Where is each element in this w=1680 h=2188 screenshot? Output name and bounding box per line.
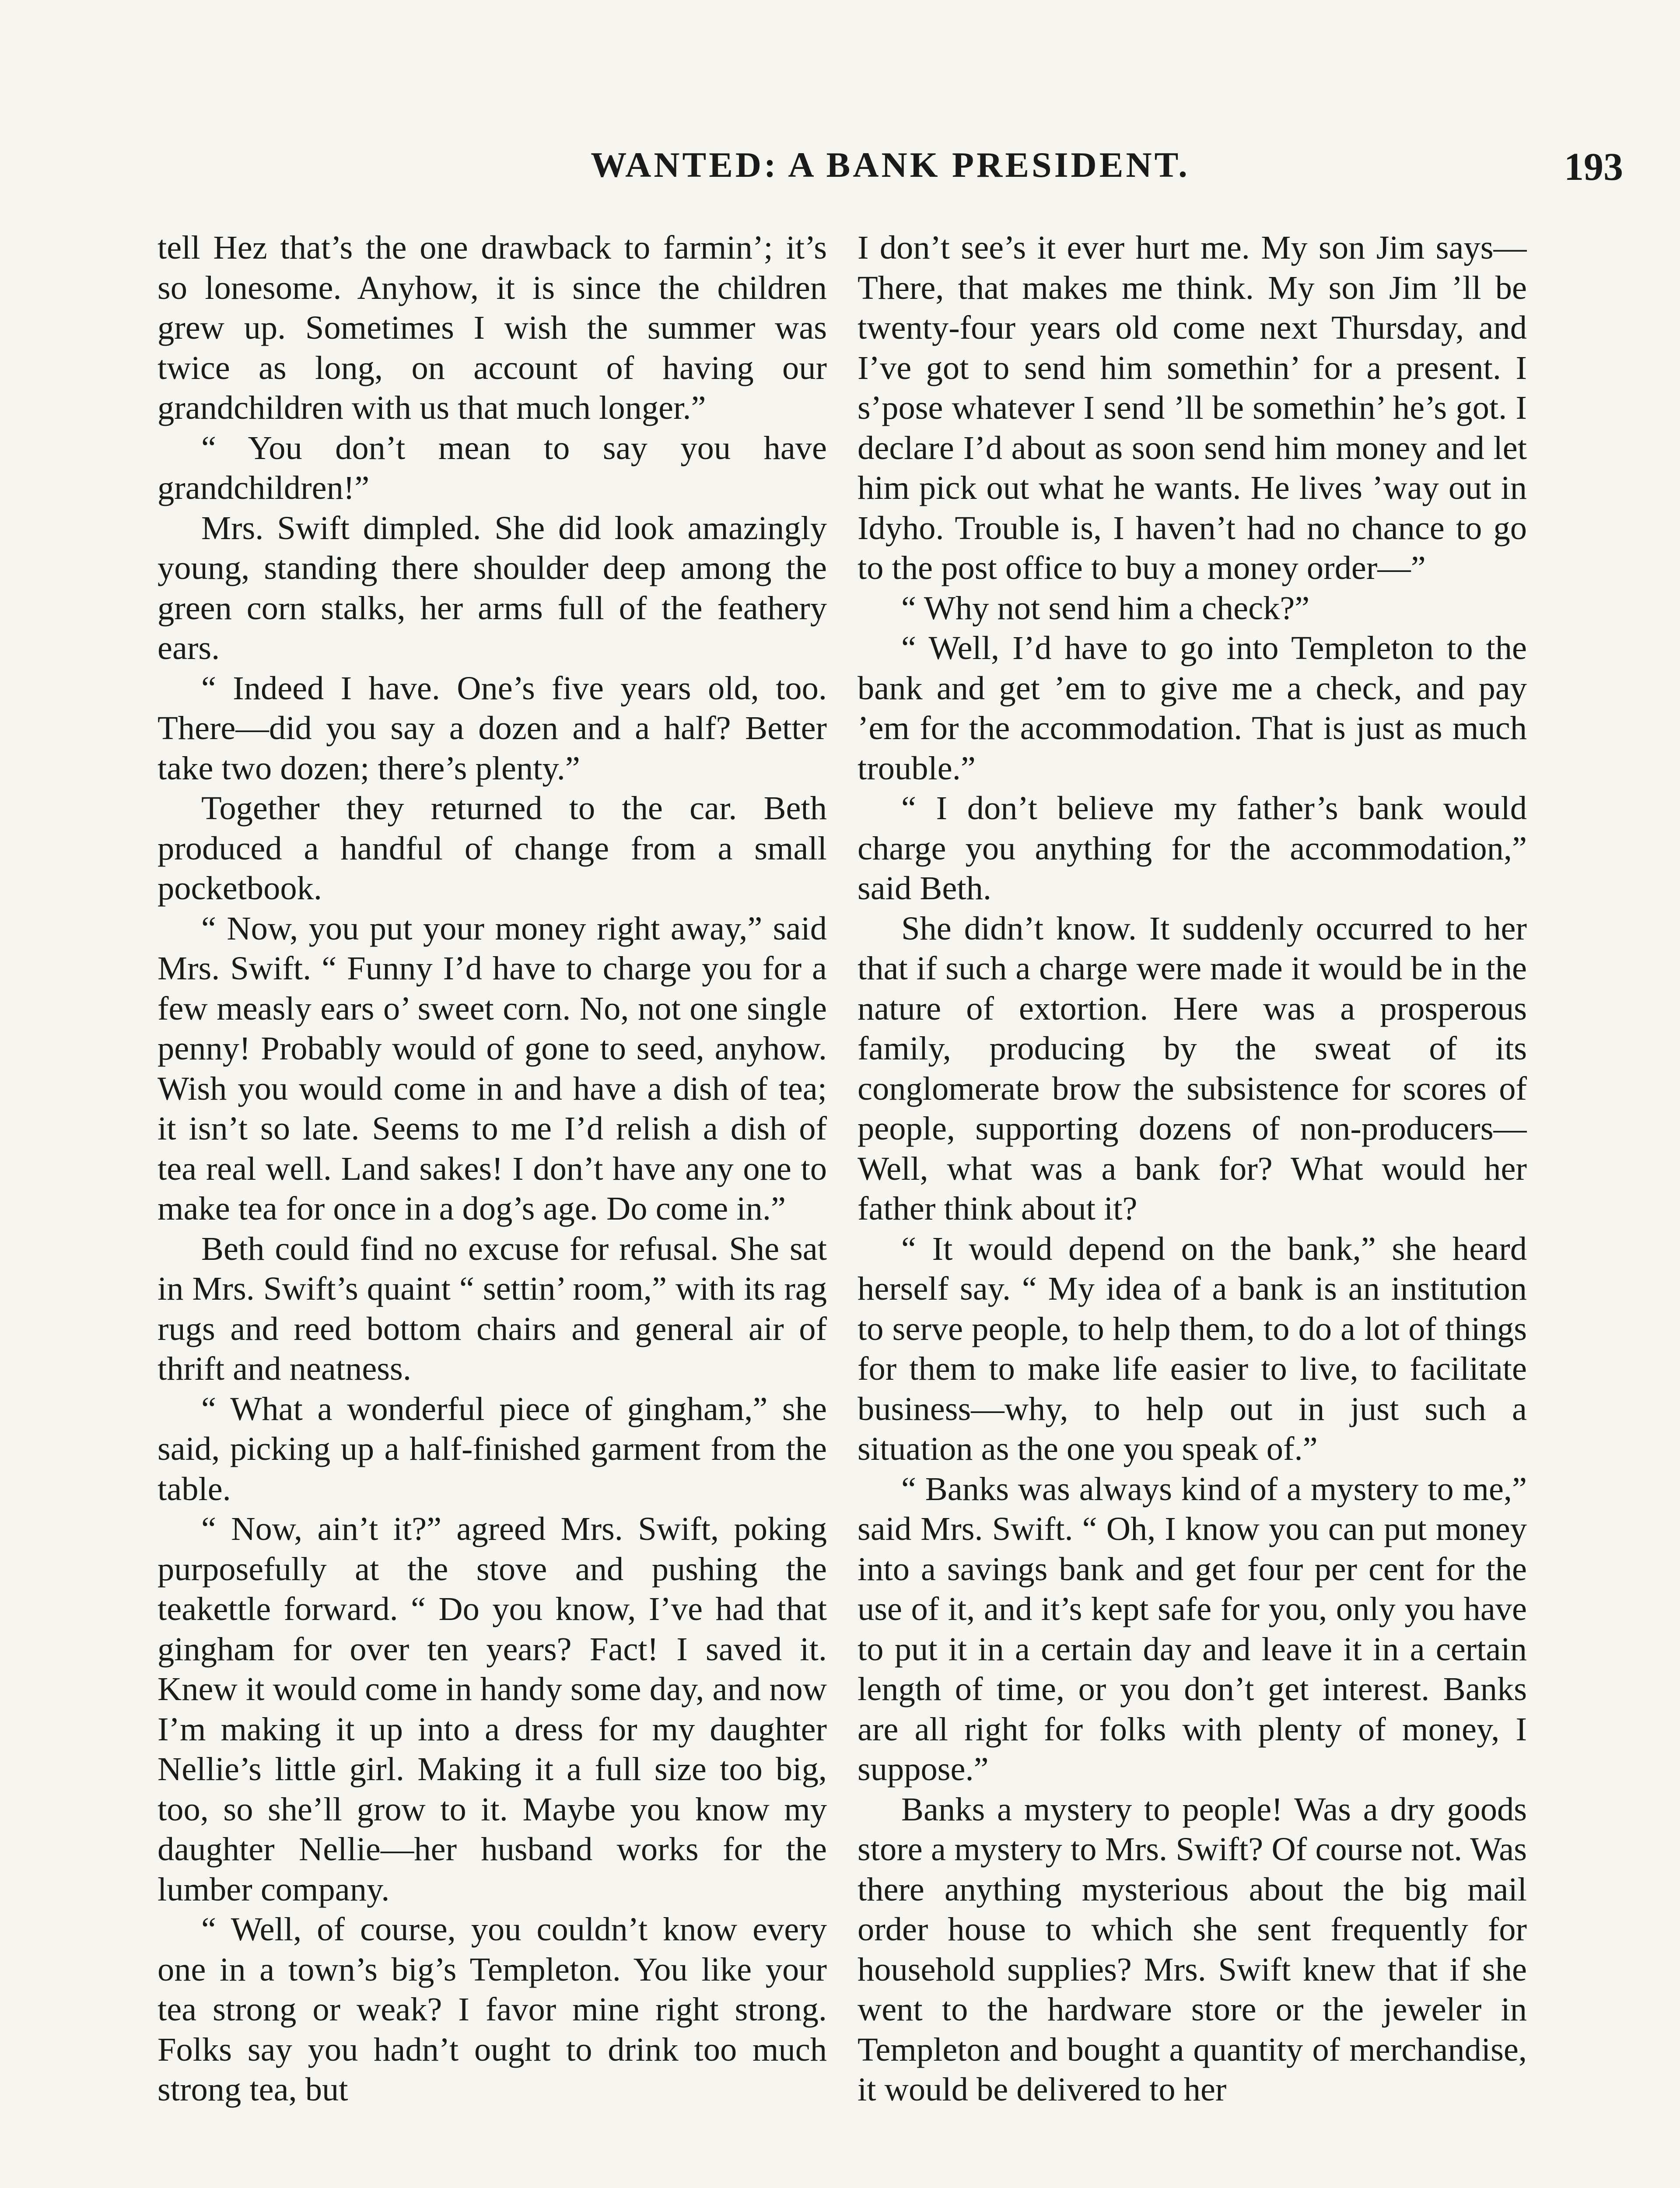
- paragraph: tell Hez that’s the one drawback to farmin’; it’s so lonesome. Anyhow, it is since the children grew up. Sometimes I wish the summer was twice as long, on account of having our grandchildren with us that much longer.”: [158, 229, 827, 426]
- paragraph: Beth could find no excuse for refusal. She sat in Mrs. Swift’s quaint “ settin’ room,” with its rag rugs and reed bottom chairs and general air of thrift and neatness.: [158, 1230, 827, 1387]
- paragraph: “ Well, I’d have to go into Templeton to the bank and get ’em to give me a check, and pay ’em for the accommodation. That is just as much trouble.”: [858, 629, 1527, 787]
- paragraph: “ I don’t believe my father’s bank would charge you anything for the accommodation,” said Beth.: [858, 789, 1527, 907]
- paragraph: “ Now, ain’t it?” agreed Mrs. Swift, poking purposefully at the stove and pushing the teakettle forward. “ Do you know, I’ve had that gingham for over ten years? Fact! I saved it. Knew it would come in handy some day, and now I’m making it up into a dress for my daughter Nellie’s little girl. Making it a full size too big, too, so she’ll grow to it. Maybe you know my daughter Nellie—her husband works for the lumber company.: [158, 1510, 827, 1908]
- paragraph: She didn’t know. It suddenly occurred to her that if such a charge were made it would be in the nature of extortion. Here was a prosperous family, producing by the sweat of its conglomerate brow the subsistence for scores of people, supporting dozens of non-producers— Well, what was a bank for? What would her father think about it?: [858, 909, 1527, 1227]
- paragraph: Mrs. Swift dimpled. She did look amazingly young, standing there shoulder deep among the green corn stalks, her arms full of the feathery ears.: [158, 509, 827, 666]
- page-number: 193: [1564, 145, 1623, 189]
- paragraph: “ Why not send him a check?”: [901, 589, 1310, 627]
- paragraph: “ Banks was always kind of a mystery to me,” said Mrs. Swift. “ Oh, I know you can put money into a savings bank and get four per cent for the use of it, and it’s kept safe for you, only you have to put it in a certain day and leave it in a certain length of time, or you don’t get interest. Banks are all right for folks with plenty of money, I suppose.”: [858, 1470, 1527, 1788]
- page-header: [158, 144, 1623, 206]
- paragraph: “ What a wonderful piece of gingham,” she said, picking up a half-finished garment from the table.: [158, 1390, 827, 1508]
- paragraph: “ Now, you put your money right away,” said Mrs. Swift. “ Funny I’d have to charge you for a few measly ears o’ sweet corn. No, not one single penny! Probably would of gone to seed, anyhow. Wish you would come in and have a dish of tea; it isn’t so late. Seems to me I’d relish a dish of tea real well. Land sakes! I don’t have any one to make tea for once in a dog’s age. Do come in.”: [158, 909, 827, 1227]
- paragraph: Together they returned to the car. Beth produced a handful of change from a small pocketbook.: [158, 789, 827, 907]
- right-column: [858, 228, 1527, 2188]
- paragraph: “ Well, of course, you couldn’t know every one in a town’s big’s Templeton. You like your tea strong or weak? I favor mine right strong. Folks say you hadn’t ought to drink too much strong tea, but: [158, 1911, 827, 2108]
- paragraph: I don’t see’s it ever hurt me. My son Jim says— There, that makes me think. My son Jim ’ll be twenty-four years old come next Thursday, and I’ve got to send him somethin’ for a present. I s’pose whatever I send ’ll be somethin’ he’s got. I declare I’d about as soon send him money and let him pick out what he wants. He lives ’way out in Idyho. Trouble is, I haven’t had no chance to go to the post office to buy a money order—”: [858, 229, 1527, 586]
- paragraph: Banks a mystery to people! Was a dry goods store a mystery to Mrs. Swift? Of course not. Was there anything mysterious about the big mail order house to which she sent frequently for household supplies? Mrs. Swift knew that if she went to the hardware store or the jeweler in Templeton and bought a quantity of merchandise, it would be delivered to her: [858, 1790, 1527, 2108]
- paragraph: “ It would depend on the bank,” she heard herself say. “ My idea of a bank is an institution to serve people, to help them, to do a lot of things for them to make life easier to live, to facilitate business—why, to help out in just such a situation as the one you speak of.”: [858, 1230, 1527, 1467]
- running-title: WANTED: A BANK PRESIDENT.: [591, 145, 1190, 185]
- left-column: [158, 228, 827, 2188]
- paragraph: “ Indeed I have. One’s five years old, too. There—did you say a dozen and a half? Better take two dozen; there’s plenty.”: [158, 669, 827, 787]
- paragraph: “ You don’t mean to say you have grandchildren!”: [158, 429, 827, 506]
